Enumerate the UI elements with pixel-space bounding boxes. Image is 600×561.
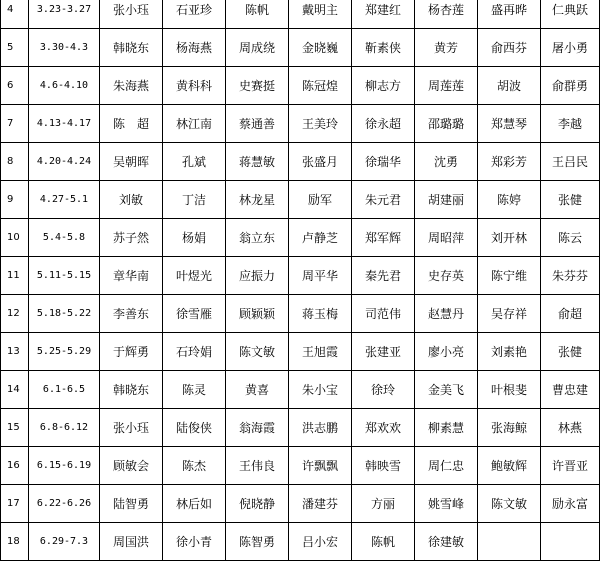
staff-name-cell: 胡波 (478, 67, 541, 105)
staff-name-cell: 张建亚 (352, 333, 415, 371)
staff-name-cell: 史赛挺 (226, 67, 289, 105)
table-row (1, 523, 600, 561)
staff-name-cell: 沈勇 (415, 143, 478, 181)
staff-name-cell (478, 523, 541, 561)
staff-name-cell: 林燕 (541, 409, 600, 447)
date-range-cell: 4.13-4.17 (29, 105, 100, 143)
staff-name-cell: 吴存祥 (478, 295, 541, 333)
staff-name-cell: 励军 (289, 181, 352, 219)
staff-name-cell: 杨杏莲 (415, 0, 478, 29)
staff-name-cell: 张小珏 (100, 0, 163, 29)
staff-name-cell: 王旭霞 (289, 333, 352, 371)
staff-name-cell: 刘素艳 (478, 333, 541, 371)
week-number-cell: 7 (1, 105, 29, 143)
staff-name-cell: 陈文敏 (478, 485, 541, 523)
table-row (1, 371, 600, 409)
table-row (1, 0, 600, 29)
staff-name-cell: 王美玲 (289, 105, 352, 143)
week-number-cell: 13 (1, 333, 29, 371)
staff-name-cell: 张健 (541, 181, 600, 219)
staff-name-cell: 章华南 (100, 257, 163, 295)
date-range-cell: 5.4-5.8 (29, 219, 100, 257)
staff-name-cell: 郑建红 (352, 0, 415, 29)
staff-name-cell: 石亚珍 (163, 0, 226, 29)
week-number-cell: 16 (1, 447, 29, 485)
staff-name-cell: 卢静芝 (289, 219, 352, 257)
week-number-cell: 18 (1, 523, 29, 561)
week-number-cell: 12 (1, 295, 29, 333)
staff-name-cell: 郑彩芳 (478, 143, 541, 181)
staff-name-cell: 陈帆 (352, 523, 415, 561)
staff-name-cell: 蔡通善 (226, 105, 289, 143)
staff-name-cell: 胡建丽 (415, 181, 478, 219)
staff-name-cell: 张海鲸 (478, 409, 541, 447)
staff-name-cell: 俞超 (541, 295, 600, 333)
staff-name-cell: 翁立东 (226, 219, 289, 257)
staff-name-cell: 靳素侠 (352, 29, 415, 67)
staff-name-cell: 许飘飘 (289, 447, 352, 485)
week-number-cell: 17 (1, 485, 29, 523)
staff-name-cell: 吴朝晖 (100, 143, 163, 181)
week-number-cell: 8 (1, 143, 29, 181)
table-row (1, 257, 600, 295)
date-range-cell: 6.15-6.19 (29, 447, 100, 485)
week-number-cell: 10 (1, 219, 29, 257)
staff-name-cell: 王吕民 (541, 143, 600, 181)
staff-name-cell: 韩晓东 (100, 371, 163, 409)
table-row (1, 143, 600, 181)
staff-name-cell: 方丽 (352, 485, 415, 523)
staff-name-cell: 柳素慧 (415, 409, 478, 447)
table-row (1, 67, 600, 105)
staff-name-cell: 王伟良 (226, 447, 289, 485)
staff-name-cell: 应振力 (226, 257, 289, 295)
date-range-cell: 5.18-5.22 (29, 295, 100, 333)
staff-name-cell: 于辉勇 (100, 333, 163, 371)
staff-name-cell: 叶煜光 (163, 257, 226, 295)
staff-name-cell: 韩映雪 (352, 447, 415, 485)
staff-name-cell: 吕小宏 (289, 523, 352, 561)
staff-name-cell: 廖小亮 (415, 333, 478, 371)
staff-name-cell: 徐建敏 (415, 523, 478, 561)
staff-name-cell: 金美飞 (415, 371, 478, 409)
staff-name-cell: 陆俊侠 (163, 409, 226, 447)
staff-name-cell: 张健 (541, 333, 600, 371)
staff-name-cell: 陈灵 (163, 371, 226, 409)
staff-name-cell: 郑慧琴 (478, 105, 541, 143)
staff-name-cell: 赵慧丹 (415, 295, 478, 333)
staff-name-cell: 顾颖颖 (226, 295, 289, 333)
date-range-cell: 4.6-4.10 (29, 67, 100, 105)
staff-name-cell: 陈 超 (100, 105, 163, 143)
staff-name-cell: 周平华 (289, 257, 352, 295)
staff-name-cell: 朱小宝 (289, 371, 352, 409)
staff-name-cell: 蒋慧敏 (226, 143, 289, 181)
staff-name-cell: 周国洪 (100, 523, 163, 561)
staff-name-cell: 曹忠建 (541, 371, 600, 409)
table-row (1, 409, 600, 447)
week-number-cell: 6 (1, 67, 29, 105)
week-number-cell: 15 (1, 409, 29, 447)
table-row (1, 447, 600, 485)
staff-name-cell: 陈文敏 (226, 333, 289, 371)
table-row (1, 29, 600, 67)
staff-name-cell: 黄芳 (415, 29, 478, 67)
staff-name-cell: 许晋亚 (541, 447, 600, 485)
staff-name-cell: 林江南 (163, 105, 226, 143)
date-range-cell: 6.29-7.3 (29, 523, 100, 561)
staff-name-cell: 刘敏 (100, 181, 163, 219)
date-range-cell: 6.1-6.5 (29, 371, 100, 409)
staff-name-cell: 盛再晔 (478, 0, 541, 29)
staff-name-cell: 叶根斐 (478, 371, 541, 409)
staff-name-cell: 陈杰 (163, 447, 226, 485)
staff-name-cell: 陈云 (541, 219, 600, 257)
table-row (1, 295, 600, 333)
staff-name-cell: 周昭萍 (415, 219, 478, 257)
staff-name-cell: 张盛月 (289, 143, 352, 181)
staff-name-cell: 杨娟 (163, 219, 226, 257)
staff-name-cell: 秦先君 (352, 257, 415, 295)
staff-name-cell: 戴明主 (289, 0, 352, 29)
schedule-body (1, 0, 600, 561)
staff-name-cell: 鲍敏辉 (478, 447, 541, 485)
staff-name-cell: 柳志方 (352, 67, 415, 105)
staff-name-cell: 杨海燕 (163, 29, 226, 67)
week-number-cell: 14 (1, 371, 29, 409)
staff-name-cell: 陈冠煌 (289, 67, 352, 105)
staff-name-cell: 李越 (541, 105, 600, 143)
date-range-cell: 3.23-3.27 (29, 0, 100, 29)
date-range-cell: 4.27-5.1 (29, 181, 100, 219)
staff-name-cell: 金晓巍 (289, 29, 352, 67)
week-number-cell: 11 (1, 257, 29, 295)
staff-name-cell: 周莲莲 (415, 67, 478, 105)
staff-name-cell: 朱海燕 (100, 67, 163, 105)
date-range-cell: 6.22-6.26 (29, 485, 100, 523)
staff-name-cell: 黄喜 (226, 371, 289, 409)
staff-name-cell: 洪志鹏 (289, 409, 352, 447)
staff-name-cell: 张小珏 (100, 409, 163, 447)
staff-name-cell: 石玲娟 (163, 333, 226, 371)
staff-name-cell: 励永富 (541, 485, 600, 523)
staff-name-cell: 陈婷 (478, 181, 541, 219)
staff-name-cell: 陈智勇 (226, 523, 289, 561)
staff-name-cell: 陈帆 (226, 0, 289, 29)
date-range-cell: 3.30-4.3 (29, 29, 100, 67)
staff-name-cell: 徐玲 (352, 371, 415, 409)
staff-name-cell: 郑欢欢 (352, 409, 415, 447)
staff-name-cell: 刘开林 (478, 219, 541, 257)
staff-name-cell: 蒋玉梅 (289, 295, 352, 333)
staff-name-cell: 徐雪雁 (163, 295, 226, 333)
staff-name-cell: 屠小勇 (541, 29, 600, 67)
staff-name-cell (541, 523, 600, 561)
table-row (1, 333, 600, 371)
staff-name-cell: 周成绕 (226, 29, 289, 67)
staff-name-cell: 朱芬芬 (541, 257, 600, 295)
staff-name-cell: 姚雪峰 (415, 485, 478, 523)
week-number-cell: 4 (1, 0, 29, 29)
staff-name-cell: 郑军辉 (352, 219, 415, 257)
date-range-cell: 4.20-4.24 (29, 143, 100, 181)
table-row (1, 219, 600, 257)
week-number-cell: 5 (1, 29, 29, 67)
staff-name-cell: 周仁忠 (415, 447, 478, 485)
staff-name-cell: 徐小青 (163, 523, 226, 561)
date-range-cell: 5.25-5.29 (29, 333, 100, 371)
staff-name-cell: 倪晓静 (226, 485, 289, 523)
staff-name-cell: 苏子然 (100, 219, 163, 257)
staff-name-cell: 丁洁 (163, 181, 226, 219)
staff-name-cell: 黄科科 (163, 67, 226, 105)
staff-name-cell: 徐瑞华 (352, 143, 415, 181)
table-row (1, 485, 600, 523)
staff-name-cell: 俞西芬 (478, 29, 541, 67)
staff-name-cell: 韩晓东 (100, 29, 163, 67)
staff-name-cell: 史存英 (415, 257, 478, 295)
staff-name-cell: 孔斌 (163, 143, 226, 181)
staff-name-cell: 徐永超 (352, 105, 415, 143)
staff-name-cell: 朱元君 (352, 181, 415, 219)
week-number-cell: 9 (1, 181, 29, 219)
staff-name-cell: 陈宁维 (478, 257, 541, 295)
staff-name-cell: 邵璐璐 (415, 105, 478, 143)
staff-name-cell: 仁典跃 (541, 0, 600, 29)
staff-name-cell: 顾敏会 (100, 447, 163, 485)
table-row (1, 181, 600, 219)
staff-name-cell: 陆智勇 (100, 485, 163, 523)
table-row (1, 105, 600, 143)
staff-name-cell: 俞群勇 (541, 67, 600, 105)
date-range-cell: 6.8-6.12 (29, 409, 100, 447)
staff-name-cell: 林龙星 (226, 181, 289, 219)
staff-name-cell: 林后如 (163, 485, 226, 523)
date-range-cell: 5.11-5.15 (29, 257, 100, 295)
staff-name-cell: 潘建芬 (289, 485, 352, 523)
staff-name-cell: 李善东 (100, 295, 163, 333)
staff-name-cell: 司范伟 (352, 295, 415, 333)
staff-name-cell: 翁海霞 (226, 409, 289, 447)
